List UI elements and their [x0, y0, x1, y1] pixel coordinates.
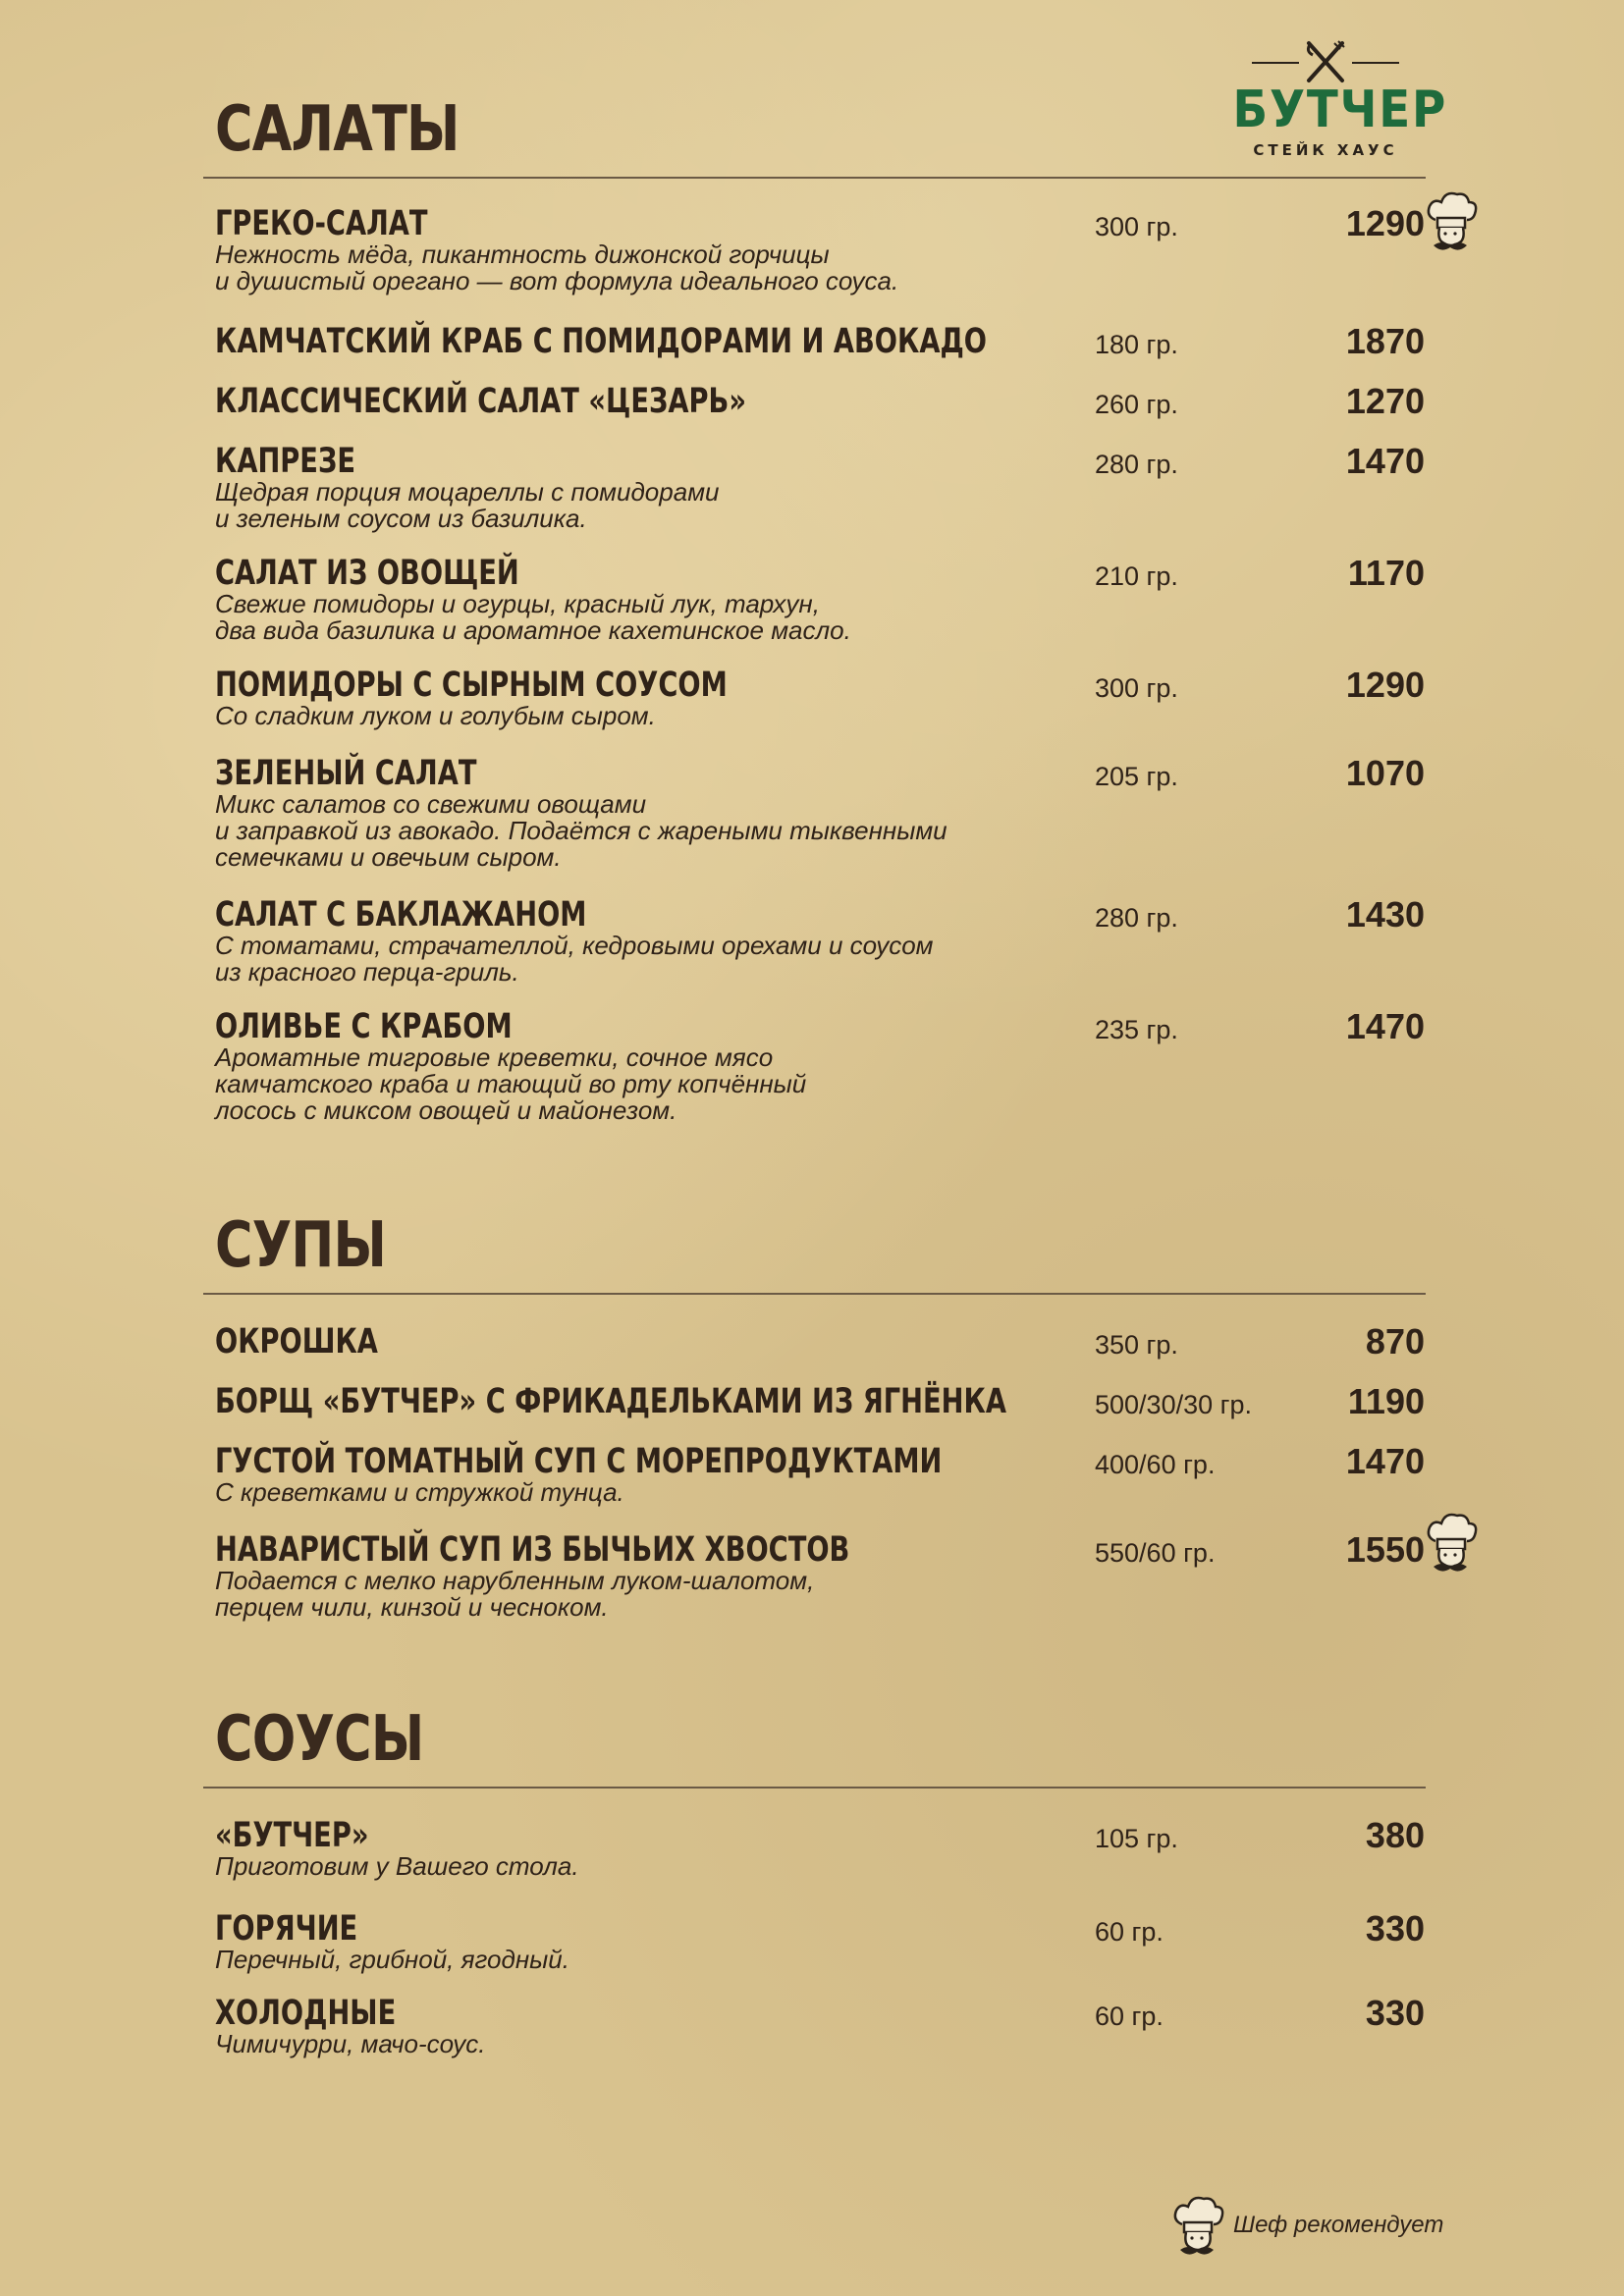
- brand-logo: [1222, 39, 1448, 162]
- item-description: Приготовим у Вашего стола.: [215, 1851, 579, 1881]
- item-name: НАВАРИСТЫЙ СУП ИЗ БЫЧЬИХ ХВОСТОВ: [215, 1530, 850, 1570]
- item-price: 380: [1365, 1815, 1425, 1855]
- section-title: СОУСЫ: [215, 1703, 424, 1776]
- item-price: 870: [1365, 1321, 1425, 1362]
- item-name: ОЛИВЬЕ С КРАБОМ: [215, 1007, 513, 1046]
- item-price: 1550: [1345, 1529, 1425, 1570]
- item-description: Чимичурри, мачо-соус.: [215, 2029, 486, 2058]
- item-weight: 280 гр.: [1095, 450, 1178, 479]
- item-price: 330: [1365, 1993, 1425, 2033]
- item-price: 1290: [1345, 203, 1425, 243]
- item-description: Микс салатов со свежими овощами и заправкой из авокадо. Подаётся с жареными тыквенными семечками и овечьим сыром.: [215, 789, 947, 872]
- item-weight: 180 гр.: [1095, 330, 1178, 359]
- item-name: ГУСТОЙ ТОМАТНЫЙ СУП С МОРЕПРОДУКТАМИ: [215, 1442, 943, 1481]
- item-weight: 300 гр.: [1095, 673, 1178, 703]
- item-weight: 260 гр.: [1095, 390, 1178, 419]
- item-weight: 105 гр.: [1095, 1824, 1178, 1853]
- item-description: Подается с мелко нарубленным луком-шалотом, перцем чили, кинзой и чесноком.: [215, 1566, 815, 1622]
- chef-recommends-icon: [1422, 190, 1479, 259]
- item-price: 1170: [1347, 553, 1425, 593]
- section-divider: [203, 1293, 1426, 1295]
- item-description: С томатами, страчателлой, кедровыми орехами и соусом из красного перца-гриль.: [215, 931, 934, 987]
- item-price: 1070: [1345, 753, 1425, 793]
- item-weight: 400/60 гр.: [1095, 1450, 1216, 1479]
- item-name: ОКРОШКА: [215, 1322, 378, 1362]
- item-description: Нежность мёда, пикантность дижонской горчицы и душистый орегано — вот формула идеального соуса.: [215, 240, 899, 295]
- item-description: Щедрая порция моцареллы с помидорами и зеленым соусом из базилика.: [215, 477, 720, 533]
- item-name: САЛАТ С БАКЛАЖАНОМ: [215, 895, 587, 934]
- item-name: «БУТЧЕР»: [215, 1816, 369, 1855]
- item-name: ГОРЯЧИЕ: [215, 1909, 358, 1949]
- item-name: КАПРЕЗЕ: [215, 442, 355, 481]
- item-description: С креветками и стружкой тунца.: [215, 1477, 624, 1507]
- item-description: Ароматные тигровые креветки, сочное мясо камчатского краба и тающий во рту копчённый лосось с миксом овощей и майонезом.: [215, 1042, 807, 1125]
- item-price: 1290: [1345, 665, 1425, 705]
- item-weight: 60 гр.: [1095, 1917, 1164, 1947]
- item-price: 330: [1365, 1908, 1425, 1949]
- item-weight: 300 гр.: [1095, 212, 1178, 241]
- item-weight: 500/30/30 гр.: [1095, 1390, 1252, 1419]
- logo-name: БУТЧЕР: [1232, 80, 1448, 139]
- logo-subtitle: СТЕЙК ХАУС: [1253, 141, 1398, 159]
- item-name: ХОЛОДНЫЕ: [215, 1994, 397, 2033]
- item-name: ПОМИДОРЫ С СЫРНЫМ СОУСОМ: [215, 666, 728, 705]
- section-divider: [203, 177, 1426, 179]
- chef-recommends-icon: [1422, 1512, 1479, 1580]
- section-title: СУПЫ: [215, 1209, 386, 1282]
- item-name: БОРЩ «БУТЧЕР» С ФРИКАДЕЛЬКАМИ ИЗ ЯГНЁНКА: [215, 1382, 1006, 1421]
- section-title: САЛАТЫ: [215, 93, 460, 166]
- item-price: 1470: [1345, 441, 1425, 481]
- item-price: 1190: [1347, 1381, 1425, 1421]
- item-price: 1470: [1345, 1441, 1425, 1481]
- item-weight: 550/60 гр.: [1095, 1538, 1216, 1568]
- item-weight: 235 гр.: [1095, 1015, 1178, 1044]
- item-name: КАМЧАТСКИЙ КРАБ С ПОМИДОРАМИ И АВОКАДО: [215, 322, 987, 361]
- item-weight: 280 гр.: [1095, 903, 1178, 933]
- item-description: Свежие помидоры и огурцы, красный лук, тархун, два вида базилика и ароматное кахетинское масло.: [215, 589, 851, 645]
- item-weight: 210 гр.: [1095, 561, 1178, 591]
- item-name: КЛАССИЧЕСКИЙ САЛАТ «ЦЕЗАРЬ»: [215, 382, 746, 421]
- item-weight: 205 гр.: [1095, 762, 1178, 791]
- item-weight: 350 гр.: [1095, 1330, 1178, 1360]
- item-name: ГРЕКО-САЛАТ: [215, 204, 428, 243]
- item-description: Перечный, грибной, ягодный.: [215, 1945, 569, 1974]
- item-price: 1430: [1345, 894, 1425, 934]
- chef-hat-mustache-icon: [1168, 2195, 1225, 2264]
- item-weight: 60 гр.: [1095, 2002, 1164, 2031]
- item-price: 1870: [1345, 321, 1425, 361]
- item-name: САЛАТ ИЗ ОВОЩЕЙ: [215, 554, 519, 593]
- chef-recommends-note: Шеф рекомендует: [1233, 2212, 1444, 2238]
- item-name: ЗЕЛЕНЫЙ САЛАТ: [215, 754, 477, 793]
- item-price: 1470: [1345, 1006, 1425, 1046]
- item-description: Со сладким луком и голубым сыром.: [215, 701, 656, 730]
- section-divider: [203, 1787, 1426, 1789]
- item-price: 1270: [1345, 381, 1425, 421]
